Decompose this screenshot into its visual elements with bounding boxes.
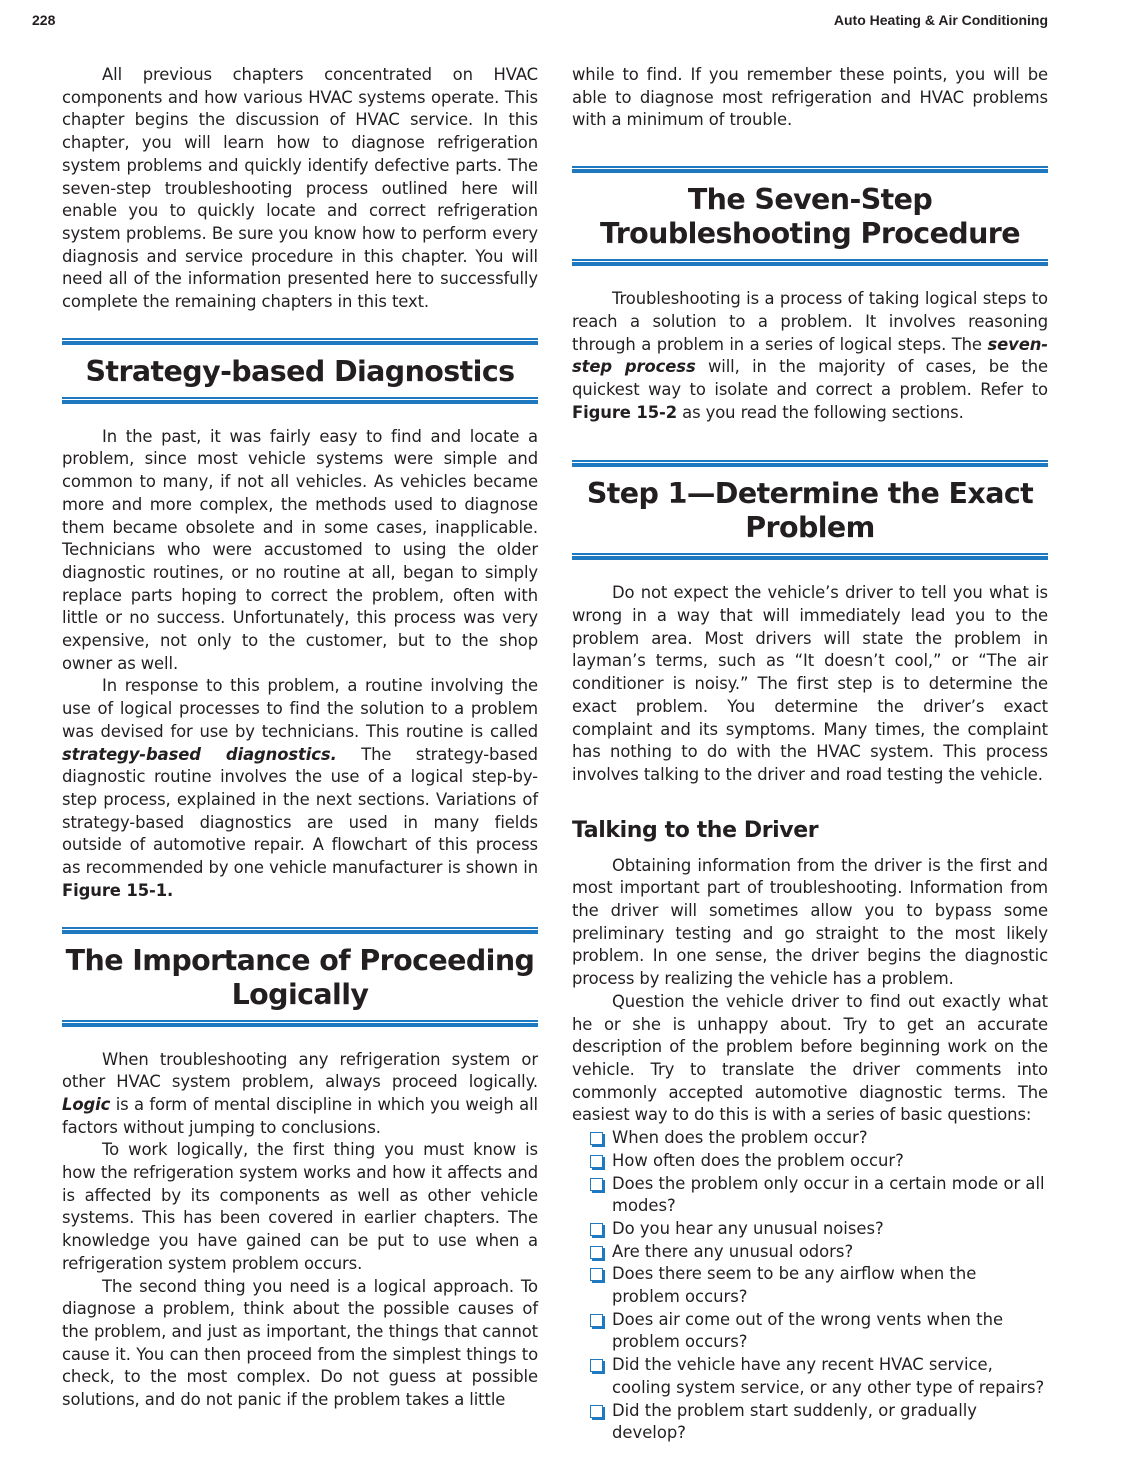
- seven-step-paragraph: Troubleshooting is a process of taking logical steps to reach a solution to a problem. It involves reasoning through a problem in a series of logical steps. The seven-step process will, in the majority of cases, be the quickest way to isolate and correct a problem. Refer to Figure 15-2 as you read the following sections.: [572, 289, 1048, 422]
- logic-paragraph-3: The second thing you need is a logical approach. To diagnose a problem, think about the possible causes of the problem, and just as important, the things that cannot cause it. You can then proceed from the simplest things to check, to the most complex. Do not guess at possible solutions, and do not panic if the problem takes a little: [62, 1276, 538, 1410]
- checklist-item: How often does the problem occur?: [588, 1150, 1048, 1173]
- checkbox-icon: [590, 1155, 603, 1168]
- checklist-item: Do you hear any unusual noises?: [588, 1218, 1048, 1241]
- driver-paragraph-2: Question the vehicle driver to find out exactly what he or she is unhappy about. Try to get an accurate description of the problem before beginning work on the vehicle. Try to translate the driver comments into commonly accepted automotive diagnostic terms. The easiest way to do this is with a series of basic questions:: [572, 991, 1048, 1125]
- figure-reference-15-1[interactable]: Figure 15-1.: [62, 880, 174, 900]
- driver-paragraph-1: Obtaining information from the driver is the first and most important part of troubleshooting. Information from the driver will sometimes allow you to bypass some preliminary testing and go straight to the most likely problem. In one sense, the driver begins the diagnostic process by realizing the vehicle has a problem.: [572, 855, 1048, 989]
- checklist-item: Does the problem only occur in a certain mode or all modes?: [588, 1173, 1048, 1218]
- heading-rule-top: [572, 460, 1048, 467]
- key-term-logic: Logic: [62, 1094, 111, 1114]
- strategy-paragraph-1: In the past, it was fairly easy to find and locate a problem, since most vehicle systems were simple and common to many, if not all vehicles. As vehicles became more and more complex, the methods used to diagnose them became obsolete and in some cases, inapplicable. Technicians who were accustomed to using the older diagnostic routines, or no routine at all, began to simply replace parts hoping to correct the problem, often with little or no success. Unfortunately, this process was very expensive, not only to the customer, but to the shop owner as well.: [62, 426, 538, 673]
- heading-rule-top: [572, 166, 1048, 173]
- checklist-item: Did the problem start suddenly, or gradually develop?: [588, 1400, 1048, 1445]
- checkbox-icon: [590, 1132, 603, 1145]
- continuation-paragraph: while to find. If you remember these points, you will be able to diagnose most refrigeration and HVAC problems with a minimum of trouble.: [572, 65, 1048, 130]
- section-heading-logic: [62, 927, 538, 1027]
- page-header: [32, 12, 1048, 32]
- figure-reference-15-2[interactable]: Figure 15-2: [572, 402, 678, 422]
- left-column: [62, 64, 538, 1412]
- checkbox-icon: [590, 1359, 603, 1372]
- heading-rule-bottom: [572, 553, 1048, 560]
- key-term-seven-step-process: seven-step process: [572, 334, 1048, 377]
- checkbox-icon: [590, 1268, 603, 1281]
- strategy-paragraph-2: In response to this problem, a routine involving the use of logical processes to find the solution to a problem was devised for use by technicians. This routine is called strategy-based diagnostics. The strategy-based diagnostic routine involves the use of a logical step-by-step process, explained in the next sections. Variations of strategy-based diagnostics are used in many fields outside of automotive repair. A flowchart of this process as recommended by one vehicle manufacturer is shown in Figure 15-1.: [62, 676, 538, 900]
- key-term-strategy-based-diagnostics: strategy-based diagnostics.: [62, 744, 337, 764]
- checkbox-icon: [590, 1223, 603, 1236]
- checklist-item: When does the problem occur?: [588, 1127, 1048, 1150]
- step-1-paragraph: Do not expect the vehicle’s driver to tell you what is wrong in a way that will immediately lead you to the problem area. Most drivers will state the problem in layman’s terms, such as “It doesn’t cool,” or “The air conditioner is noisy.” The first step is to determine the exact problem. You determine the driver’s exact complaint and its symptoms. Many times, the complaint has nothing to do with the HVAC system. This process involves talking to the driver and road testing the vehicle.: [572, 583, 1048, 784]
- subheading-talking-to-driver: Talking to the Driver: [572, 817, 819, 843]
- logic-paragraph-2: To work logically, the first thing you must know is how the refrigeration system works and how it affects and is affected by its components as well as other vehicle systems. This has been covered in earlier chapters. The knowledge you have gained can be put to use when a refrigeration system problem occurs.: [62, 1140, 538, 1273]
- checklist-item: Did the vehicle have any recent HVAC service, cooling system service, or any other type of repairs?: [588, 1354, 1048, 1399]
- checklist-item: Are there any unusual odors?: [588, 1241, 1048, 1264]
- section-heading-seven-step: [572, 166, 1048, 266]
- checkbox-icon: [590, 1178, 603, 1191]
- heading-seven-step-procedure: The Seven-Step Troubleshooting Procedure: [600, 183, 1020, 251]
- running-title: Auto Heating & Air Conditioning: [833, 12, 1048, 28]
- heading-rule-top: [62, 927, 538, 934]
- heading-importance-of-proceeding-logically: The Importance of Proceeding Logically: [65, 943, 535, 1011]
- heading-step-1-determine-exact-problem: Step 1—Determine the Exact Problem: [586, 477, 1034, 545]
- question-checklist: [572, 1127, 1048, 1445]
- heading-rule-top: [62, 338, 538, 345]
- checkbox-icon: [590, 1246, 603, 1259]
- heading-rule-bottom: [62, 397, 538, 404]
- checkbox-icon: [590, 1405, 603, 1418]
- heading-rule-bottom: [62, 1020, 538, 1027]
- checklist-item: Does there seem to be any airflow when the problem occurs?: [588, 1263, 1048, 1308]
- heading-strategy-based-diagnostics: Strategy-based Diagnostics: [85, 354, 515, 388]
- heading-rule-bottom: [572, 259, 1048, 266]
- intro-paragraph: All previous chapters concentrated on HVAC components and how various HVAC systems operate. This chapter begins the discussion of HVAC service. In this chapter, you will learn how to diagnose refrigeration system problems and quickly identify defective parts. The seven-step troubleshooting process outlined here will enable you to quickly locate and correct refrigeration system problems. Be sure you know how to perform every diagnosis and service procedure in this chapter. You will need all of the information presented here to successfully complete the remaining chapters in this text.: [62, 65, 538, 312]
- checklist-item: Does air come out of the wrong vents when the problem occurs?: [588, 1309, 1048, 1354]
- checkbox-icon: [590, 1314, 603, 1327]
- section-heading-step-1: [572, 460, 1048, 560]
- section-heading-strategy: [62, 338, 538, 404]
- logic-paragraph-1: When troubleshooting any refrigeration system or other HVAC system problem, always proceed logically. Logic is a form of mental discipline in which you weigh all factors without jumping to conclusions.: [62, 1049, 538, 1137]
- right-column: [572, 64, 1048, 1445]
- page-number: 228: [32, 12, 56, 28]
